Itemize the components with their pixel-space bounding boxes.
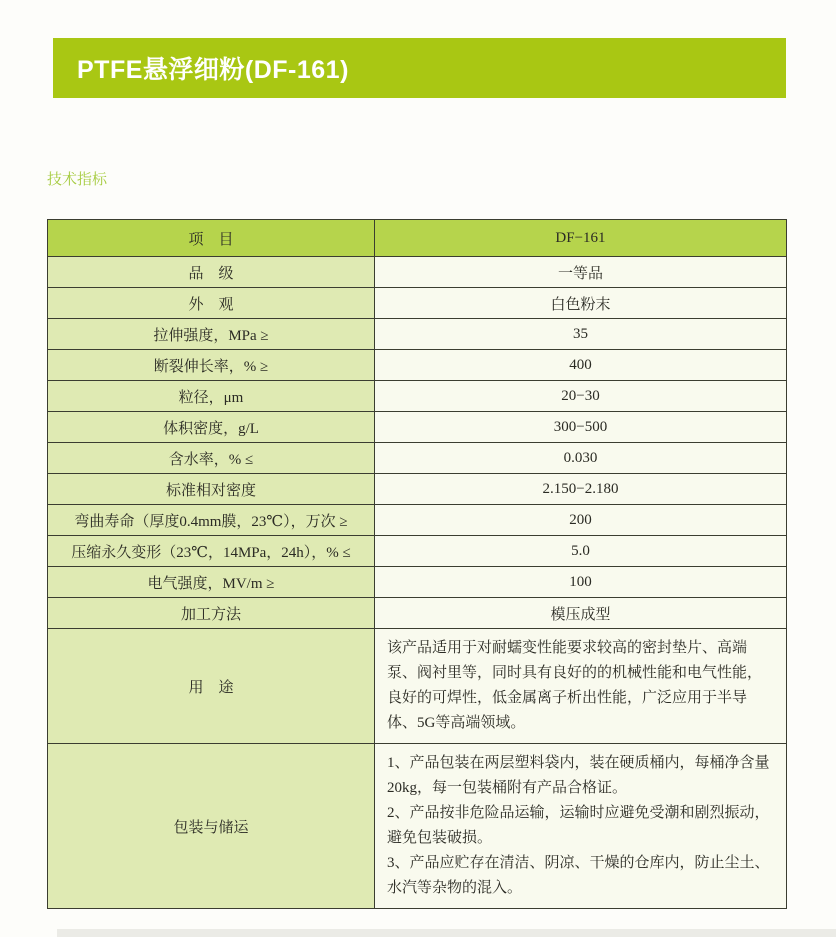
table-row	[48, 474, 787, 505]
row-value: 白色粉末	[375, 288, 787, 319]
row-value: 一等品	[375, 257, 787, 288]
row-value: 200	[375, 505, 787, 536]
row-value: 35	[375, 319, 787, 350]
row-label: 体积密度，g/L	[48, 412, 375, 443]
bottom-divider	[57, 929, 836, 937]
row-label: 用 途	[48, 629, 375, 744]
packaging-description	[375, 744, 787, 909]
page-title-banner	[53, 38, 786, 98]
row-label: 加工方法	[48, 598, 375, 629]
packaging-line: 3、产品应贮存在清洁、阴凉、干燥的仓库内，防止尘土、水汽等杂物的混入。	[387, 855, 770, 896]
table-row	[48, 536, 787, 567]
table-row-use	[48, 629, 787, 744]
table-row	[48, 288, 787, 319]
row-label: 包装与储运	[48, 744, 375, 909]
row-label: 断裂伸长率，% ≥	[48, 350, 375, 381]
page-title: PTFE悬浮细粉(DF-161)	[77, 56, 349, 84]
row-value: 模压成型	[375, 598, 787, 629]
row-label: 弯曲寿命（厚度0.4mm膜，23℃），万次 ≥	[48, 505, 375, 536]
column-header-product: DF−161	[375, 220, 787, 257]
row-label: 外 观	[48, 288, 375, 319]
row-label: 拉伸强度，MPa ≥	[48, 319, 375, 350]
column-header-item: 项 目	[48, 220, 375, 257]
use-description: 该产品适用于对耐蠕变性能要求较高的密封垫片、高端泵、阀衬里等，同时具有良好的的机械性能和电气性能，良好的可焊性，低金属离子析出性能，广泛应用于半导体、5G等高端领域。	[375, 629, 787, 744]
row-label: 品 级	[48, 257, 375, 288]
table-row-packaging	[48, 744, 787, 909]
table-row	[48, 598, 787, 629]
table-row	[48, 381, 787, 412]
row-label: 含水率，% ≤	[48, 443, 375, 474]
table-row	[48, 257, 787, 288]
table-row	[48, 350, 787, 381]
table-header-row	[48, 220, 787, 257]
table-row	[48, 412, 787, 443]
row-label: 电气强度，MV/m ≥	[48, 567, 375, 598]
row-label: 标准相对密度	[48, 474, 375, 505]
row-label: 粒径，μm	[48, 381, 375, 412]
row-value: 20−30	[375, 381, 787, 412]
row-value: 400	[375, 350, 787, 381]
spec-table	[47, 219, 787, 909]
row-value: 5.0	[375, 536, 787, 567]
packaging-line: 2、产品按非危险品运输，运输时应避免受潮和剧烈振动，避免包装破损。	[387, 805, 770, 846]
section-title: 技术指标	[47, 171, 108, 188]
table-row	[48, 443, 787, 474]
row-value: 100	[375, 567, 787, 598]
row-value: 2.150−2.180	[375, 474, 787, 505]
row-value: 0.030	[375, 443, 787, 474]
packaging-line: 1、产品包装在两层塑料袋内，装在硬质桶内，每桶净含量20kg，每一包装桶附有产品合格证。	[387, 755, 770, 796]
table-row	[48, 567, 787, 598]
row-label: 压缩永久变形（23℃，14MPa，24h），% ≤	[48, 536, 375, 567]
table-row	[48, 319, 787, 350]
table-row	[48, 505, 787, 536]
row-value: 300−500	[375, 412, 787, 443]
